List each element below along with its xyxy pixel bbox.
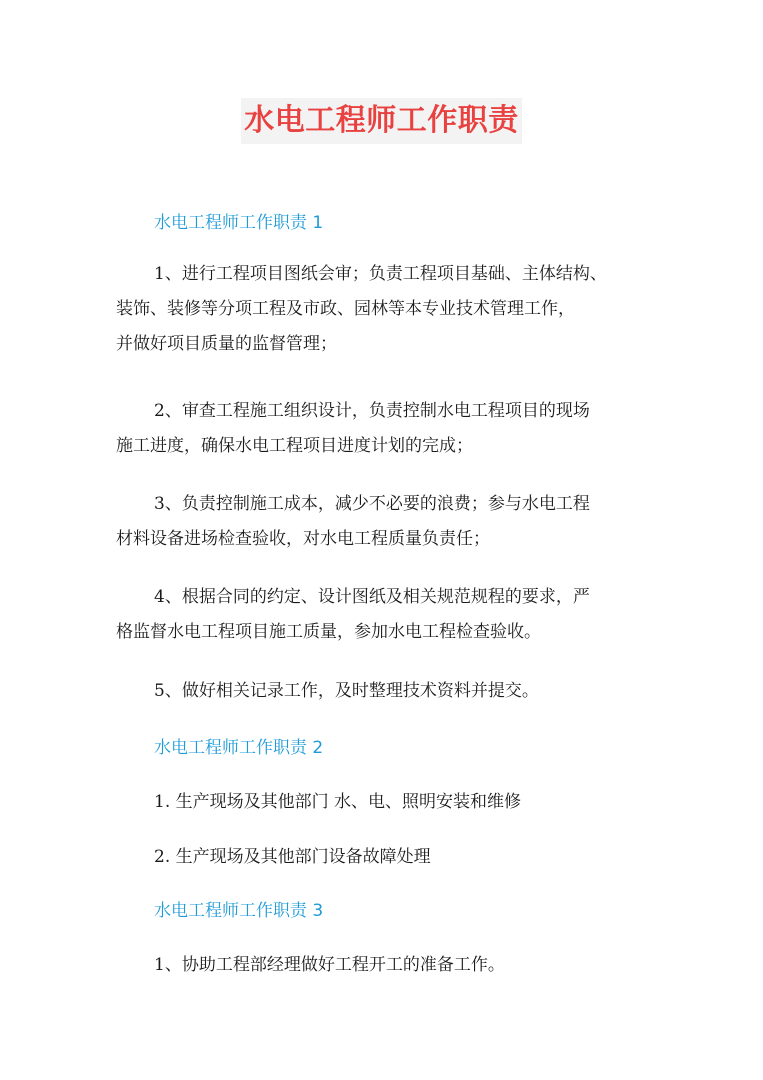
- paragraph-line: 装饰、装修等分项工程及市政、园林等本专业技术管理工作，: [116, 299, 575, 319]
- document-title-wrap: [0, 98, 763, 144]
- paragraph-1-2: [116, 394, 656, 464]
- paragraph-line: 并做好项目质量的监督管理；: [116, 334, 337, 354]
- section-heading-3: 水电工程师工作职责 3: [154, 901, 324, 921]
- list-item: 2. 生产现场及其他部门设备故障处理: [154, 847, 431, 867]
- section-heading-1: 水电工程师工作职责 1: [154, 213, 324, 233]
- section-heading-2: 水电工程师工作职责 2: [154, 738, 324, 758]
- paragraph-1-1: [116, 257, 656, 362]
- document-title: 水电工程师工作职责: [241, 98, 522, 144]
- paragraph-line: 施工进度，确保水电工程项目进度计划的完成；: [116, 436, 473, 456]
- paragraph-line: 5、做好相关记录工作，及时整理技术资料并提交。: [154, 681, 539, 701]
- paragraph-line: 1、协助工程部经理做好工程开工的准备工作。: [154, 955, 505, 975]
- paragraph-1-5: [116, 674, 656, 709]
- paragraph-1-3: [116, 487, 656, 557]
- paragraph-line: 1、进行工程项目图纸会审；负责工程项目基础、主体结构、: [154, 264, 607, 284]
- paragraph-1-4: [116, 580, 656, 650]
- paragraph-line: 格监督水电工程项目施工质量，参加水电工程检查验收。: [116, 622, 541, 642]
- list-item: 1. 生产现场及其他部门 水、电、照明安装和维修: [154, 792, 522, 812]
- paragraph-line: 材料设备进场检查验收，对水电工程质量负责任；: [116, 529, 490, 549]
- paragraph-line: 2、审查工程施工组织设计，负责控制水电工程项目的现场: [154, 401, 590, 421]
- paragraph-line: 3、负责控制施工成本，减少不必要的浪费；参与水电工程: [154, 494, 590, 514]
- paragraph-3-1: [116, 948, 656, 983]
- paragraph-line: 4、根据合同的约定、设计图纸及相关规范规程的要求，严: [154, 587, 590, 607]
